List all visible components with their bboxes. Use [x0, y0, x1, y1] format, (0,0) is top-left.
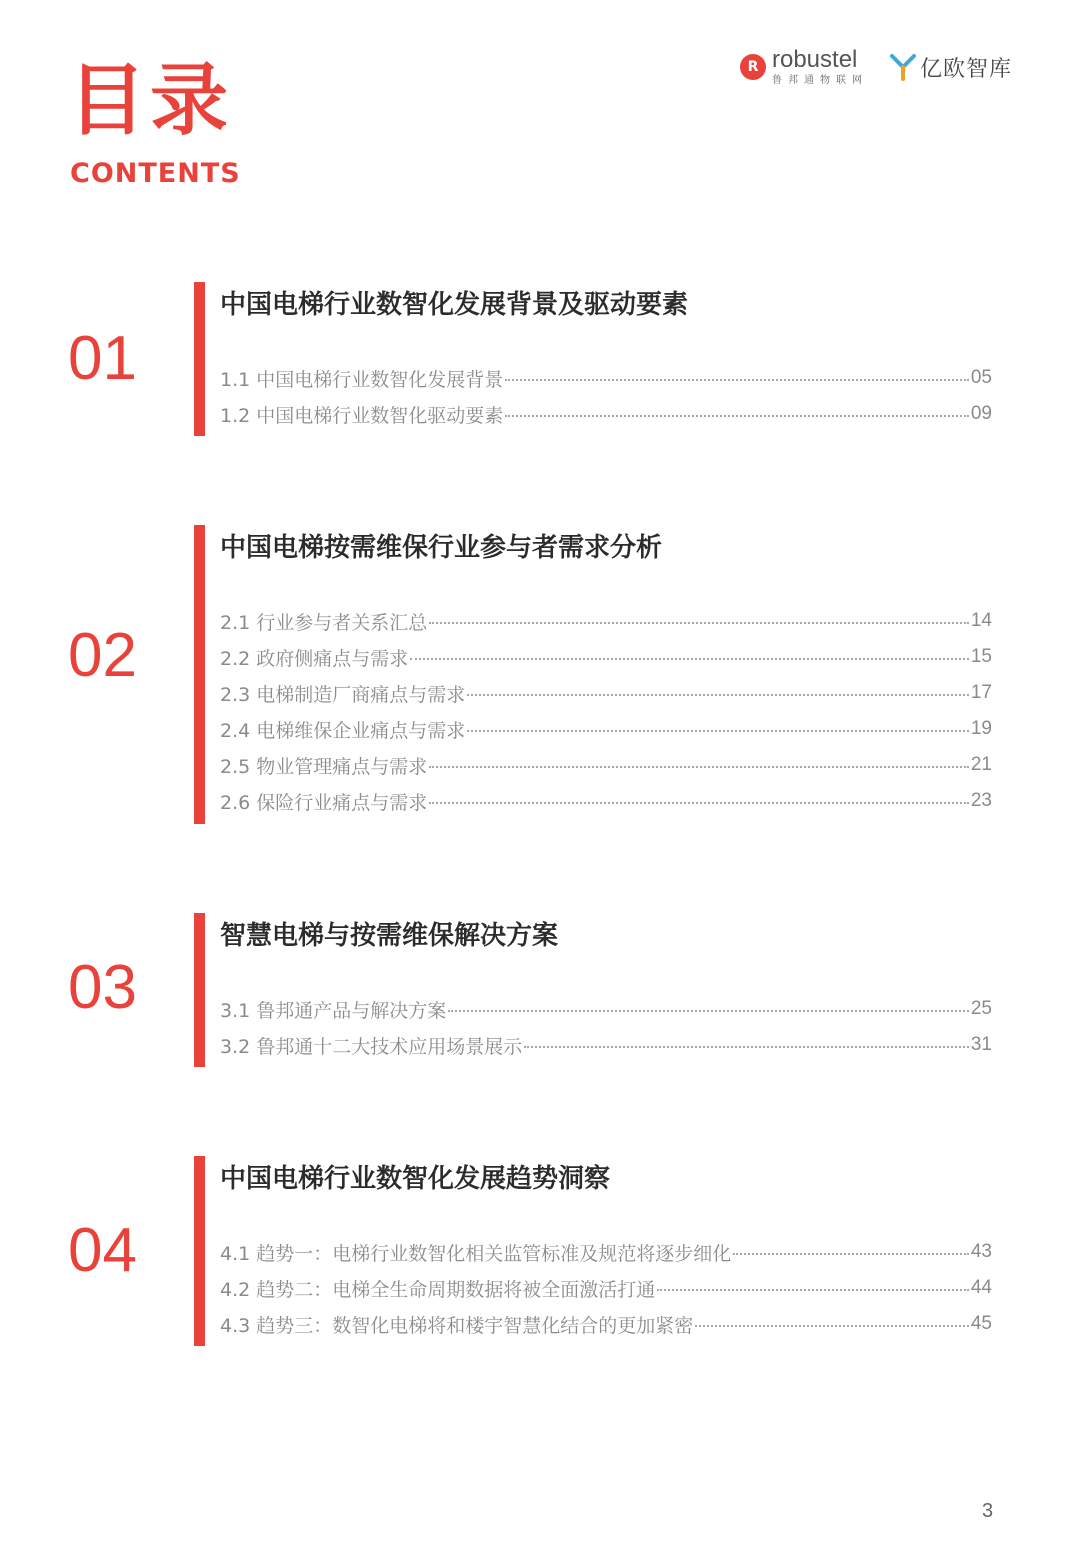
toc-entry-title: 4.1 趋势一：电梯行业数智化相关监管标准及规范将逐步细化	[220, 1242, 732, 1265]
section-title: 中国电梯行业数智化发展背景及驱动要素	[220, 290, 689, 320]
toc-leader-dots	[429, 622, 969, 624]
page-title-en: CONTENTS	[70, 158, 241, 189]
toc-entry-title: 2.1 行业参与者关系汇总	[220, 611, 428, 634]
section-number: 01	[68, 324, 137, 393]
toc-entry[interactable]	[220, 401, 992, 427]
toc-entry[interactable]	[220, 716, 992, 742]
toc-leader-dots	[429, 802, 969, 804]
toc-entry-title: 1.1 中国电梯行业数智化发展背景	[220, 368, 504, 391]
robustel-mark-icon: R	[740, 54, 766, 80]
toc-entry-page: 17	[970, 682, 992, 703]
section-accent-bar	[194, 913, 205, 1067]
toc-entry[interactable]	[220, 1239, 992, 1265]
toc-entry-title: 2.2 政府侧痛点与需求	[220, 647, 409, 670]
section-title: 中国电梯行业数智化发展趋势洞察	[220, 1164, 611, 1194]
toc-entry[interactable]	[220, 680, 992, 706]
yiou-name: 亿欧智库	[919, 56, 1012, 82]
robustel-name: robustel	[771, 46, 858, 73]
toc-entry-page: 31	[970, 1034, 992, 1055]
toc-entry-title: 1.2 中国电梯行业数智化驱动要素	[220, 404, 504, 427]
toc-entry[interactable]	[220, 608, 992, 634]
toc-entry-page: 43	[970, 1241, 992, 1262]
toc-entry[interactable]	[220, 644, 992, 670]
page-number: 3	[982, 1500, 994, 1522]
toc-leader-dots	[733, 1253, 969, 1255]
section-title: 中国电梯按需维保行业参与者需求分析	[220, 533, 663, 563]
toc-entry[interactable]	[220, 365, 992, 391]
toc-leader-dots	[429, 766, 969, 768]
toc-leader-dots	[467, 694, 969, 696]
toc-entry[interactable]	[220, 788, 992, 814]
toc-leader-dots	[524, 1046, 969, 1048]
toc-entry-title: 2.3 电梯制造厂商痛点与需求	[220, 683, 466, 706]
toc-entry-page: 14	[970, 610, 992, 631]
yiou-mark-icon	[890, 53, 916, 81]
section-number: 04	[68, 1216, 137, 1285]
toc-leader-dots	[410, 658, 969, 660]
section-title: 智慧电梯与按需维保解决方案	[220, 921, 559, 951]
toc-entry-page: 19	[970, 718, 992, 739]
section-accent-bar	[194, 1156, 205, 1346]
robustel-logo	[740, 48, 868, 86]
toc-entry-page: 05	[970, 367, 992, 388]
toc-leader-dots	[657, 1289, 969, 1291]
toc-entry[interactable]	[220, 1275, 992, 1301]
toc-entry-title: 3.2 鲁邦通十二大技术应用场景展示	[220, 1035, 523, 1058]
toc-entry-title: 2.4 电梯维保企业痛点与需求	[220, 719, 466, 742]
toc-entry-page: 25	[970, 998, 992, 1019]
toc-leader-dots	[695, 1325, 969, 1327]
robustel-subtitle: 鲁邦通物联网	[771, 75, 868, 86]
page-title-cn: 目录	[68, 56, 233, 146]
section-number: 03	[68, 953, 137, 1022]
toc-entry-page: 21	[970, 754, 992, 775]
toc-entry-page: 15	[970, 646, 992, 667]
toc-entry[interactable]	[220, 1032, 992, 1058]
section-accent-bar	[194, 282, 205, 436]
toc-leader-dots	[448, 1010, 969, 1012]
toc-entry-title: 2.5 物业管理痛点与需求	[220, 755, 428, 778]
toc-entry-page: 45	[970, 1313, 992, 1334]
toc-entry[interactable]	[220, 752, 992, 778]
yiou-logo	[890, 52, 1012, 83]
toc-leader-dots	[505, 379, 969, 381]
toc-entry[interactable]	[220, 1311, 992, 1337]
toc-entry-page: 44	[970, 1277, 992, 1298]
toc-leader-dots	[467, 730, 969, 732]
toc-entry-title: 4.2 趋势二：电梯全生命周期数据将被全面激活打通	[220, 1278, 656, 1301]
section-number: 02	[68, 621, 137, 690]
toc-leader-dots	[505, 415, 969, 417]
toc-entry-title: 4.3 趋势三：数智化电梯将和楼宇智慧化结合的更加紧密	[220, 1314, 694, 1337]
logo-group	[740, 48, 1012, 86]
toc-entry[interactable]	[220, 996, 992, 1022]
toc-entry-title: 3.1 鲁邦通产品与解决方案	[220, 999, 447, 1022]
toc-entry-page: 23	[970, 790, 992, 811]
toc-entry-title: 2.6 保险行业痛点与需求	[220, 791, 428, 814]
toc-entry-page: 09	[970, 403, 992, 424]
section-accent-bar	[194, 525, 205, 824]
